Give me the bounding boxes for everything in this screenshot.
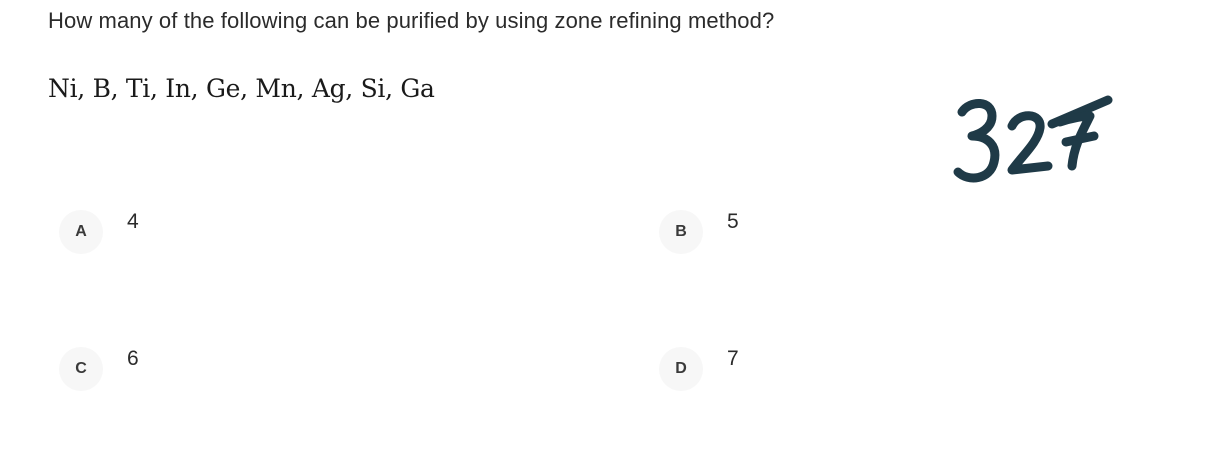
option-a-badge[interactable]: A	[59, 210, 103, 254]
option-b-badge[interactable]: B	[659, 210, 703, 254]
option-a-value[interactable]: 4	[127, 210, 139, 233]
option-d-badge[interactable]: D	[659, 347, 703, 391]
option-c-badge[interactable]: C	[59, 347, 103, 391]
option-d-value[interactable]: 7	[727, 347, 739, 370]
element-list: Ni, B, Ti, In, Ge, Mn, Ag, Si, Ga	[48, 74, 435, 103]
option-c-value[interactable]: 6	[127, 347, 139, 370]
option-b-value[interactable]: 5	[727, 210, 739, 233]
question-text: How many of the following can be purified by using zone refining method?	[48, 8, 775, 33]
handwritten-note	[948, 86, 1118, 196]
